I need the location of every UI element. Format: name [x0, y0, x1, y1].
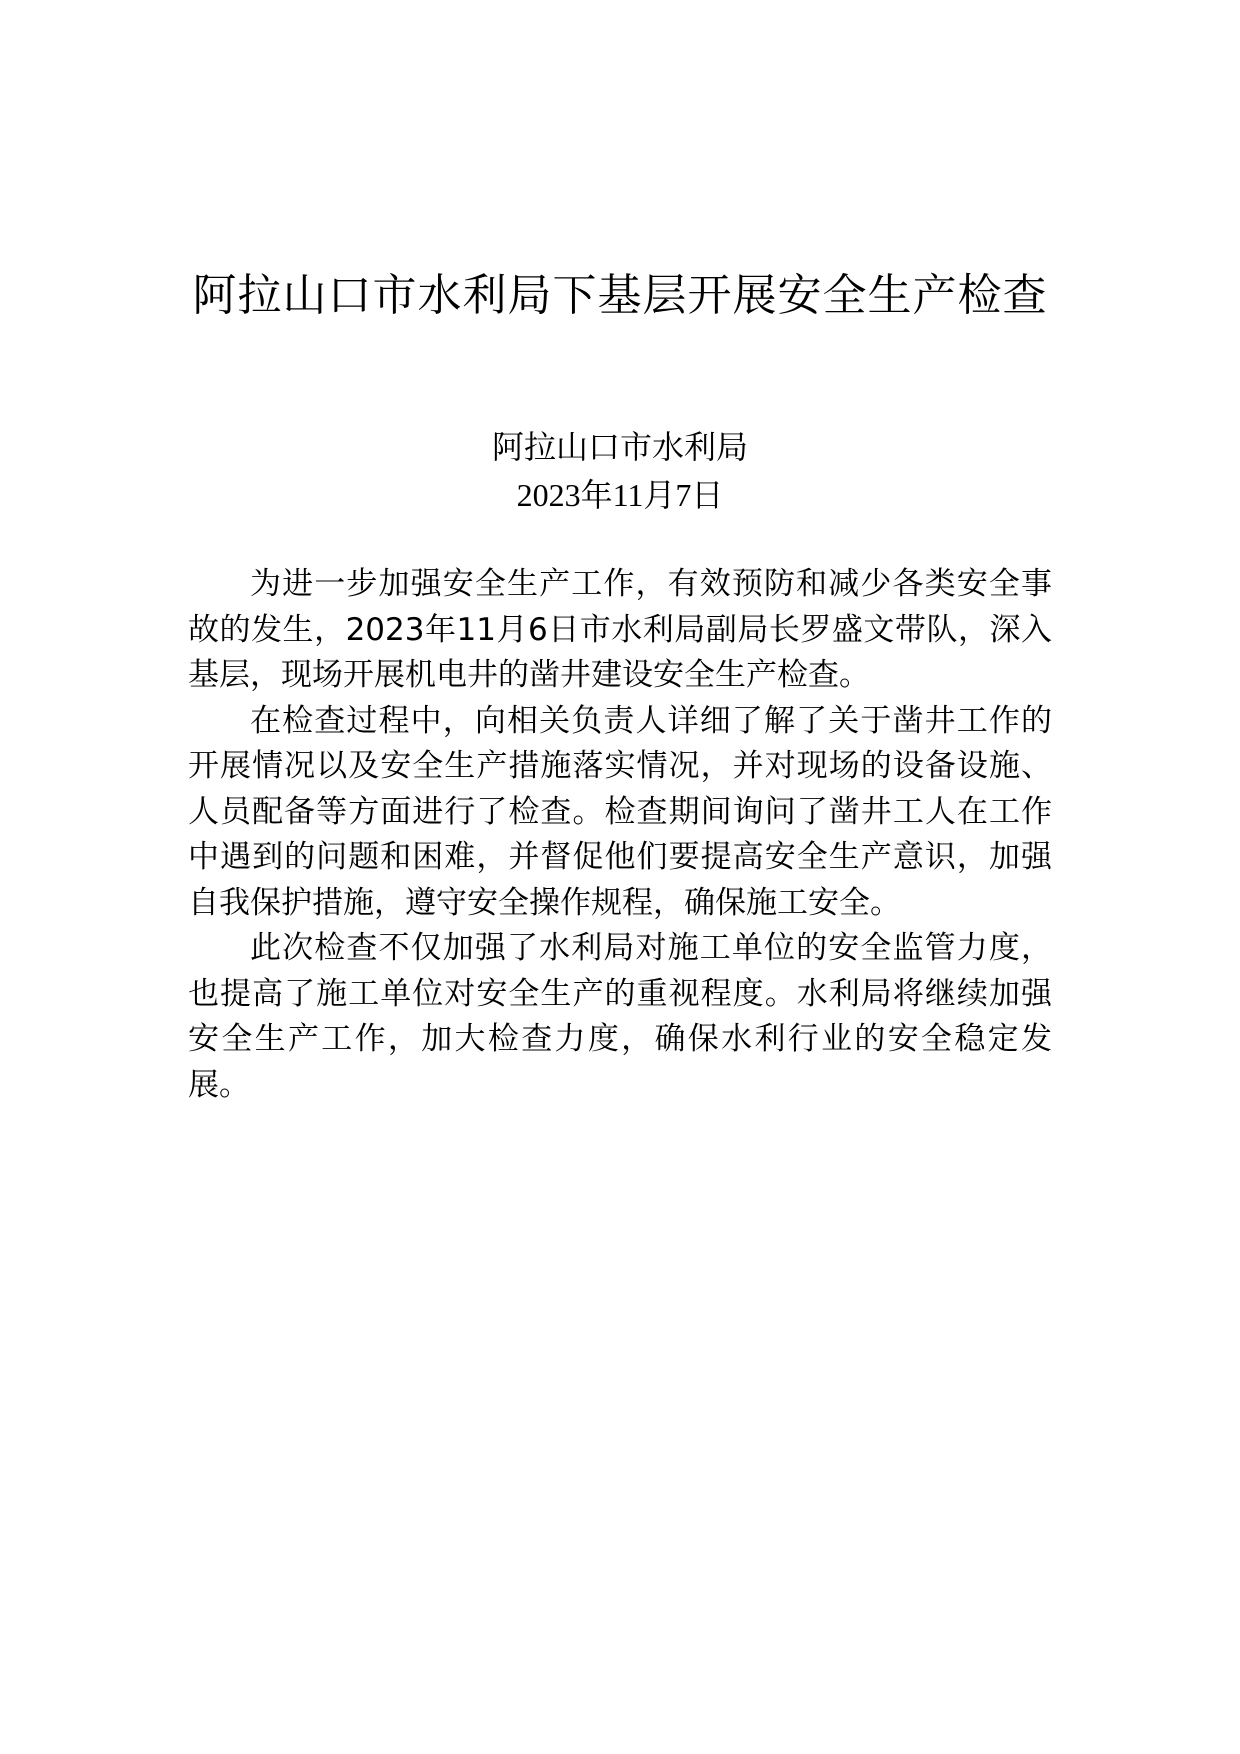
paragraph-2: 在检查过程中，向相关负责人详细了解了关于凿井工作的开展情况以及安全生产措施落实情况，并对现场的设备设施、人员配备等方面进行了检查。检查期间询问了凿井工人在工作中遇到的问题和困难，并督促他们要提高安全生产意识，加强自我保护措施，遵守安全操作规程，确保施工安全。: [188, 702, 1052, 921]
paragraph-3: 此次检查不仅加强了水利局对施工单位的安全监管力度，也提高了施工单位对安全生产的重视程度。水利局将继续加强安全生产工作，加大检查力度，确保水利行业的安全稳定发展。: [188, 930, 1052, 1103]
paragraph-1: 为进一步加强安全生产工作，有效预防和减少各类安全事故的发生，2023年11月6日市水利局副局长罗盛文带队，深入基层，现场开展机电井的凿井建设安全生产检查。: [188, 566, 1052, 693]
document-author: 阿拉山口市水利局: [491, 428, 748, 466]
document-title: 阿拉山口市水利局下基层开展安全生产检查: [192, 270, 1048, 321]
document-date: 2023年11月7日: [516, 477, 724, 513]
document-body: [188, 562, 1052, 1108]
